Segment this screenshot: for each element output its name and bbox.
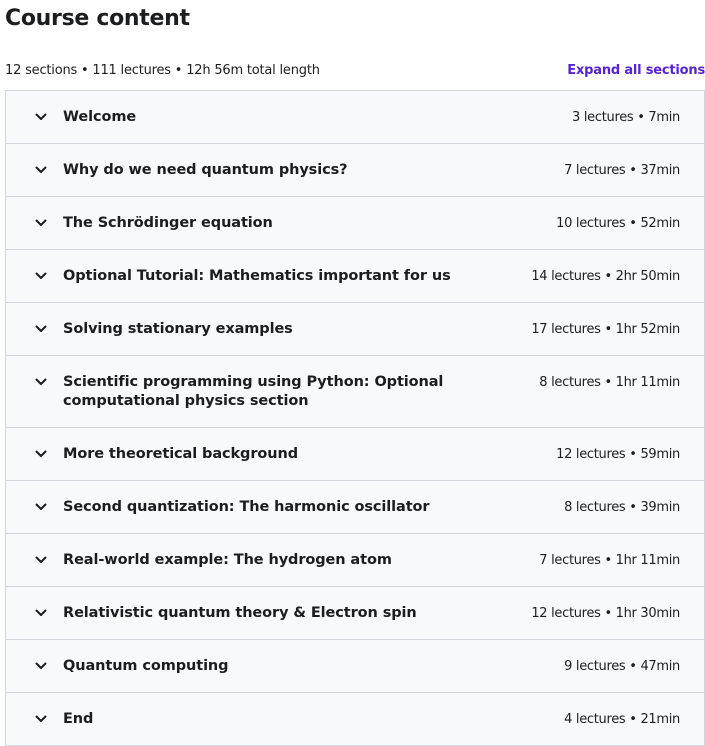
section-meta: 10 lectures • 52min [556, 216, 680, 231]
section-title: Welcome [63, 109, 137, 125]
section-row[interactable] [6, 481, 704, 534]
section-meta: 7 lectures • 37min [564, 163, 680, 178]
section-row[interactable] [6, 144, 704, 197]
section-row[interactable] [6, 91, 704, 144]
chevron-down-icon [32, 604, 50, 622]
chevron-down-icon [32, 267, 50, 285]
chevron-down-icon [32, 320, 50, 338]
section-meta: 14 lectures • 2hr 50min [531, 269, 680, 284]
section-title: Solving stationary examples [63, 321, 293, 337]
section-row[interactable] [6, 534, 704, 587]
section-title: The Schrödinger equation [63, 215, 273, 231]
course-summary: 12 sections • 111 lectures • 12h 56m total length [5, 62, 320, 78]
section-row[interactable] [6, 303, 704, 356]
section-meta: 4 lectures • 21min [564, 712, 680, 727]
chevron-down-icon [32, 445, 50, 463]
section-title: Quantum computing [63, 658, 229, 674]
section-row[interactable] [6, 250, 704, 303]
section-meta: 12 lectures • 59min [556, 447, 680, 462]
expand-all-sections-button[interactable]: Expand all sections [567, 62, 705, 78]
chevron-down-icon [32, 373, 50, 391]
page-title: Course content [5, 6, 190, 31]
section-title: More theoretical background [63, 446, 298, 462]
section-title: Second quantization: The harmonic oscillator [63, 499, 430, 515]
section-row[interactable] [6, 197, 704, 250]
section-title: Optional Tutorial: Mathematics important for us [63, 268, 451, 284]
section-title: Real-world example: The hydrogen atom [63, 552, 392, 568]
section-title: Relativistic quantum theory & Electron spin [63, 605, 417, 621]
chevron-down-icon [32, 657, 50, 675]
section-meta: 8 lectures • 39min [564, 500, 680, 515]
section-row[interactable] [6, 356, 704, 428]
chevron-down-icon [32, 214, 50, 232]
course-summary-bar [5, 60, 705, 80]
section-row[interactable] [6, 640, 704, 693]
section-title: Scientific programming using Python: Optional computational physics section [63, 374, 444, 409]
section-meta: 8 lectures • 1hr 11min [539, 375, 680, 390]
section-row[interactable] [6, 587, 704, 640]
section-meta: 7 lectures • 1hr 11min [539, 553, 680, 568]
section-title: End [63, 711, 94, 727]
chevron-down-icon [32, 551, 50, 569]
section-row[interactable] [6, 428, 704, 481]
section-meta: 17 lectures • 1hr 52min [531, 322, 680, 337]
section-meta: 12 lectures • 1hr 30min [531, 606, 680, 621]
section-row[interactable] [6, 693, 704, 745]
chevron-down-icon [32, 710, 50, 728]
section-meta: 3 lectures • 7min [572, 110, 680, 125]
course-sections-list [5, 90, 705, 746]
section-title: Why do we need quantum physics? [63, 162, 348, 178]
chevron-down-icon [32, 161, 50, 179]
chevron-down-icon [32, 108, 50, 126]
chevron-down-icon [32, 498, 50, 516]
section-meta: 9 lectures • 47min [564, 659, 680, 674]
